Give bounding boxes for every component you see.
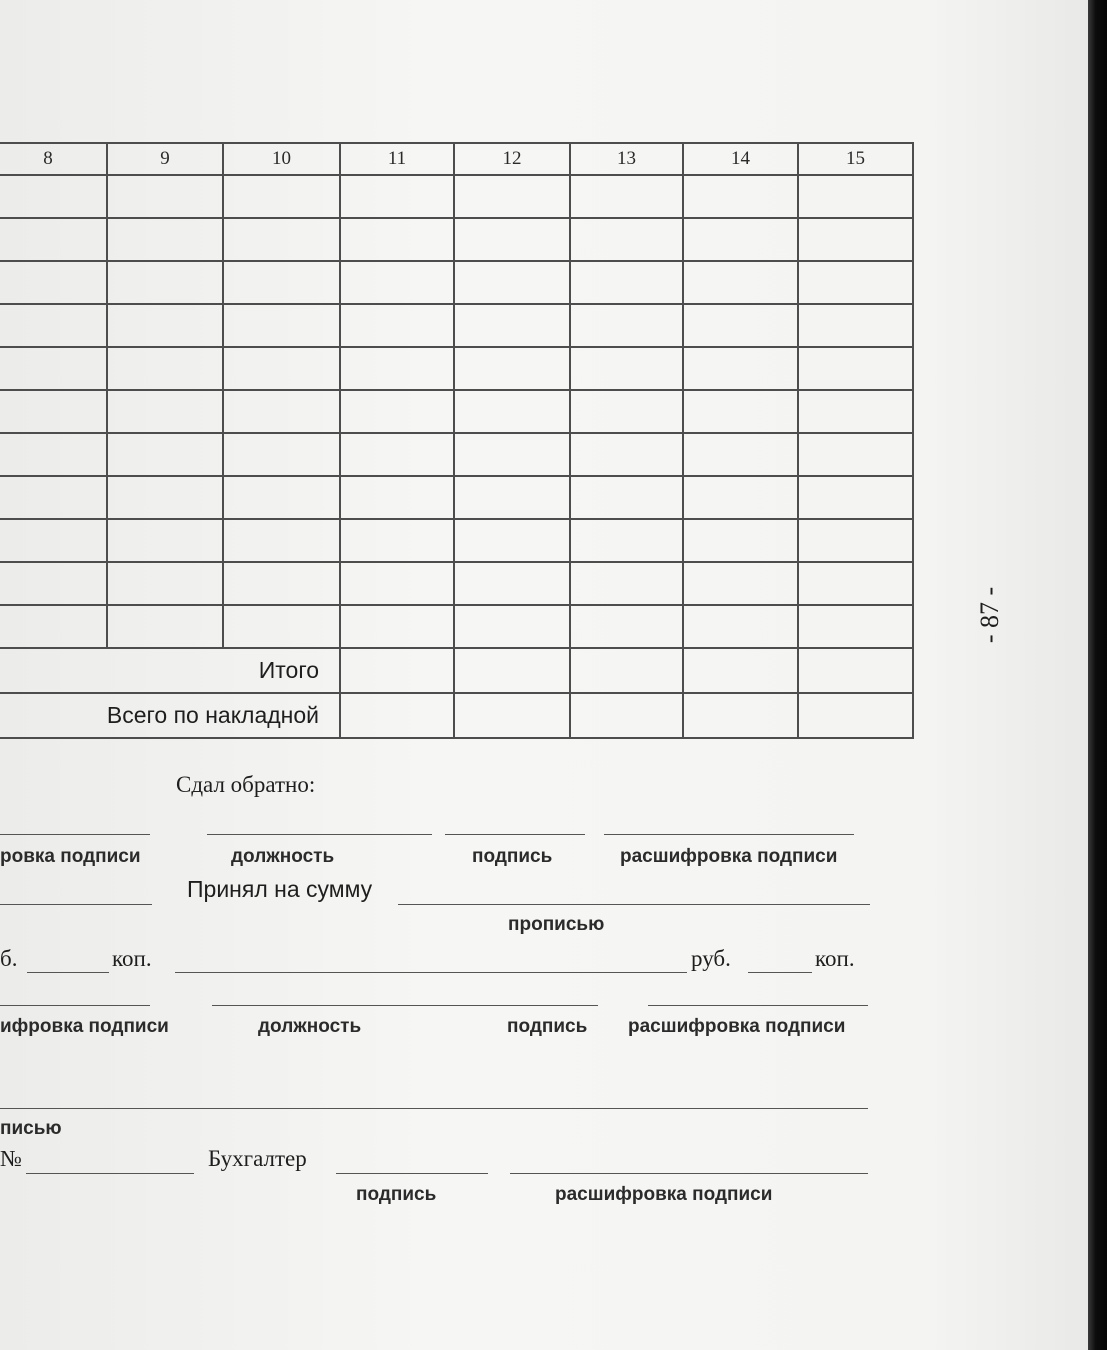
table-cell[interactable] [454,390,570,433]
table-cell[interactable] [570,648,683,693]
table-cell[interactable] [454,304,570,347]
table-cell[interactable] [683,433,798,476]
table-cell[interactable] [223,175,340,218]
table-cell[interactable] [0,218,107,261]
table-cell[interactable] [107,519,223,562]
table-cell[interactable] [454,648,570,693]
number-sign: № [0,1146,22,1171]
amount-in-words-field[interactable] [398,904,870,905]
table-cell[interactable] [0,433,107,476]
table-row [0,304,913,347]
col-header: 9 [107,143,223,175]
table-cell[interactable] [107,175,223,218]
table-row [0,261,913,304]
table-cell[interactable] [223,261,340,304]
accountant-signature-field[interactable] [336,1173,488,1174]
col-header: 10 [223,143,340,175]
table-cell[interactable] [570,218,683,261]
table-cell[interactable] [340,476,454,519]
table-cell[interactable] [798,519,913,562]
col-header: 11 [340,143,454,175]
table-cell[interactable] [570,519,683,562]
signature-decode-line [604,834,854,835]
document-number-field[interactable] [26,1173,194,1174]
caption: ровка подписи [0,846,141,867]
table-cell[interactable] [107,347,223,390]
amount-in-words-field[interactable] [0,1108,868,1109]
caption: прописью [508,914,605,935]
table-cell[interactable] [340,693,454,738]
table-cell[interactable] [798,605,913,648]
caption: подпись [507,1016,588,1037]
kop-label: коп. [112,946,152,971]
table-cell[interactable] [798,476,913,519]
table-cell[interactable] [223,605,340,648]
table-cell[interactable] [340,304,454,347]
caption: подпись [356,1184,437,1205]
kop-label: коп. [815,946,855,971]
table-cell[interactable] [454,175,570,218]
kop-field[interactable] [27,972,109,973]
table-cell[interactable] [683,519,798,562]
table-cell[interactable] [223,347,340,390]
table-cell[interactable] [683,175,798,218]
table-cell[interactable] [0,476,107,519]
accountant-label: Бухгалтер [208,1146,307,1171]
caption: должность [258,1016,362,1037]
table-cell[interactable] [340,261,454,304]
table-cell[interactable] [0,519,107,562]
table-row [0,175,913,218]
table-cell[interactable] [798,433,913,476]
table-cell[interactable] [570,433,683,476]
table-cell[interactable] [223,218,340,261]
caption: расшифровка подписи [628,1016,846,1037]
col-header: 15 [798,143,913,175]
table-cell[interactable] [0,390,107,433]
grand-total-row [0,693,913,738]
signature-line [445,834,585,835]
table-row [0,605,913,648]
table-cell[interactable] [798,304,913,347]
table-cell[interactable] [570,605,683,648]
table-cell[interactable] [798,261,913,304]
table-cell[interactable] [0,605,107,648]
table-cell[interactable] [683,648,798,693]
table-cell[interactable] [107,433,223,476]
caption: ифровка подписи [0,1016,169,1037]
table-cell[interactable] [107,261,223,304]
table-cell[interactable] [683,261,798,304]
caption: расшифровка подписи [620,846,838,867]
table-cell[interactable] [223,562,340,605]
table-cell[interactable] [454,433,570,476]
table-cell[interactable] [798,648,913,693]
kop-field[interactable] [748,972,812,973]
table-cell[interactable] [107,605,223,648]
table-cell[interactable] [340,648,454,693]
signature-line [0,834,150,835]
table-cell[interactable] [570,304,683,347]
table-cell[interactable] [340,218,454,261]
table-cell[interactable] [107,476,223,519]
caption: должность [231,846,335,867]
table-row [0,390,913,433]
table-cell[interactable] [107,390,223,433]
table-cell[interactable] [454,347,570,390]
table-cell[interactable] [107,562,223,605]
table-cell[interactable] [454,562,570,605]
col-header: 14 [683,143,798,175]
col-header: 12 [454,143,570,175]
table-cell[interactable] [683,347,798,390]
table-cell[interactable] [340,519,454,562]
table-cell[interactable] [223,304,340,347]
table-cell[interactable] [340,562,454,605]
col-header: 8 [0,143,107,175]
table-cell[interactable] [454,605,570,648]
table-cell[interactable] [683,693,798,738]
table-row [0,476,913,519]
table-row [0,433,913,476]
table-row [0,519,913,562]
table-cell[interactable] [683,562,798,605]
table-cell[interactable] [223,390,340,433]
table-cell[interactable] [0,261,107,304]
signature-decode-line [648,1005,868,1006]
table-cell[interactable] [683,476,798,519]
rub-label: руб. [691,946,731,971]
signature-line [0,1005,150,1006]
total-label: Итого [0,648,340,693]
col-header: 13 [570,143,683,175]
table-cell[interactable] [340,605,454,648]
table-row [0,218,913,261]
table-cell[interactable] [683,605,798,648]
table-cell[interactable] [223,433,340,476]
table-cell[interactable] [454,519,570,562]
table-cell[interactable] [107,304,223,347]
table-cell[interactable] [683,390,798,433]
table-cell[interactable] [0,347,107,390]
table-cell[interactable] [798,390,913,433]
table-cell[interactable] [683,218,798,261]
table-cell[interactable] [570,562,683,605]
table-cell[interactable] [223,476,340,519]
blank-line [0,904,152,905]
accepted-amount-label: Принял на сумму [187,876,373,902]
total-row [0,648,913,693]
table-row [0,562,913,605]
table-cell[interactable] [798,693,913,738]
table-cell[interactable] [340,175,454,218]
table-cell[interactable] [107,218,223,261]
table-cell[interactable] [454,261,570,304]
scan-edge [1088,0,1107,1350]
table-cell[interactable] [340,433,454,476]
table-cell[interactable] [798,218,913,261]
table-cell[interactable] [0,175,107,218]
table-cell[interactable] [570,347,683,390]
table-cell[interactable] [0,304,107,347]
table-cell[interactable] [683,304,798,347]
amount-field[interactable] [175,972,687,973]
table-cell[interactable] [798,347,913,390]
table-cell[interactable] [570,261,683,304]
table-cell[interactable] [454,476,570,519]
table-cell[interactable] [798,175,913,218]
caption: расшифровка подписи [555,1184,773,1205]
grand-total-label: Всего по накладной [0,693,340,738]
caption: писью [0,1118,62,1139]
page-number: - 87 - [975,586,1005,644]
position-line [212,1005,598,1006]
table-cell[interactable] [570,390,683,433]
table-cell[interactable] [340,347,454,390]
table-cell[interactable] [454,218,570,261]
table-cell[interactable] [0,562,107,605]
table-cell[interactable] [340,390,454,433]
position-line [207,834,432,835]
caption: подпись [472,846,553,867]
accountant-signature-decode-field[interactable] [510,1173,868,1174]
table-header-row [0,143,913,175]
table-cell[interactable] [798,562,913,605]
rub-label: б. [0,946,18,971]
table-row [0,347,913,390]
table-cell[interactable] [223,519,340,562]
table-cell[interactable] [570,476,683,519]
table-cell[interactable] [570,693,683,738]
invoice-table [0,142,914,739]
table-cell[interactable] [454,693,570,738]
returned-heading: Сдал обратно: [176,772,316,797]
table-cell[interactable] [570,175,683,218]
